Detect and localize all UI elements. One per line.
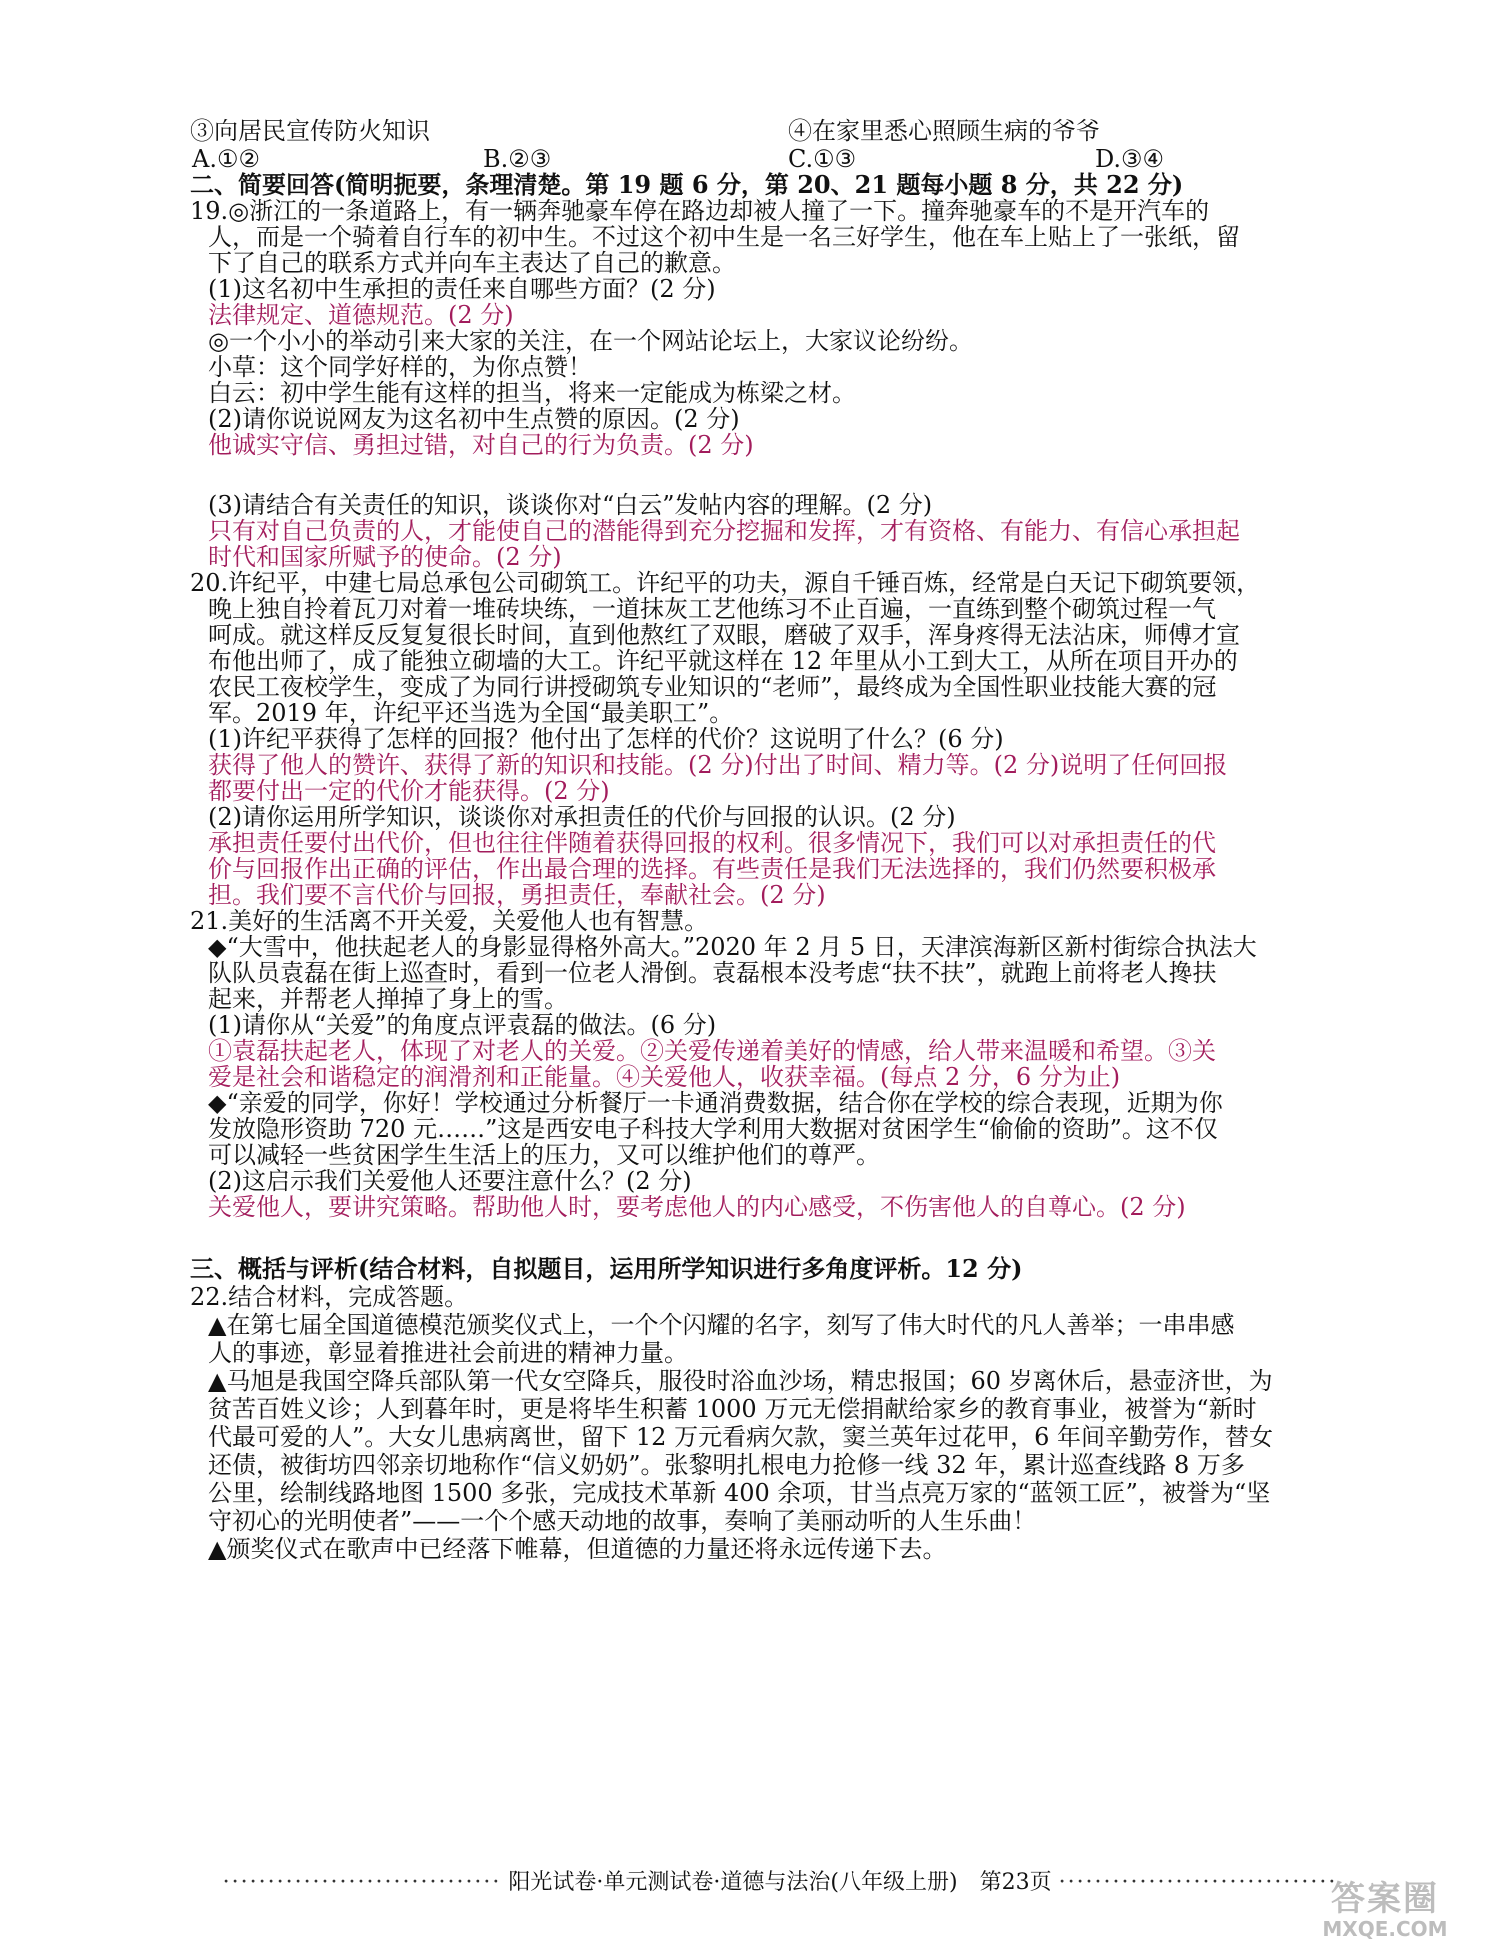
q19-answer-2: 他诚实守信、勇担过错，对自己的行为负责。(2 分)	[208, 431, 754, 459]
q21-answer-1: ①袁磊扶起老人，体现了对老人的关爱。②关爱传递着美好的情感，给人带来温暖和希望。③关	[208, 1037, 1216, 1065]
q20-answer-1: 都要付出一定的代价才能获得。(2 分)	[208, 777, 610, 805]
page-footer	[190, 1868, 1370, 1898]
q21-question-1: (1)请你从“关爱”的角度点评袁磊的做法。(6 分)	[208, 1011, 717, 1039]
q19-material2-line: 小草：这个同学好样的，为你点赞！	[208, 353, 592, 381]
q22-material-line: ▲马旭是我国空降兵部队第一代女空降兵，服役时浴血沙场，精忠报国；60 岁离休后，悬壶济世，为	[208, 1367, 1273, 1395]
section3-heading: 三、概括与评析(结合材料，自拟题目，运用所学知识进行多角度评析。12 分)	[190, 1254, 1023, 1283]
q20-answer-2: 承担责任要付出代价，但也往往伴随着获得回报的权利。很多情况下，我们可以对承担责任的代	[208, 829, 1216, 857]
q19-question-1: (1)这名初中生承担的责任来自哪些方面？(2 分)	[208, 275, 716, 303]
choice-b: B.②③	[483, 145, 552, 173]
q21-material2-line: 可以减轻一些贫困学生生活上的压力，又可以维护他们的尊严。	[208, 1141, 880, 1169]
q22-material-line: ▲颁奖仪式在歌声中已经落下帷幕，但道德的力量还将永远传递下去。	[208, 1535, 947, 1563]
q21-material2-line: 发放隐形资助 720 元……”这是西安电子科技大学利用大数据对贫困学生“偷偷的资助”。这不仅	[208, 1115, 1218, 1143]
q21-material2-line: ◆“亲爱的同学，你好！学校通过分析餐厅一卡通消费数据，结合你在学校的综合表现，近期为你	[208, 1089, 1223, 1117]
q20-material-line: 农民工夜校学生，变成了为同行讲授砌筑专业知识的“老师”，最终成为全国性职业技能大赛的冠	[208, 673, 1217, 701]
footer-dots-right: ·······························	[1058, 1870, 1338, 1895]
q20-material-line: 晚上独自拎着瓦刀对着一堆砖块练，一道抹灰工艺他练习不止百遍，一直练到整个砌筑过程一气	[208, 595, 1216, 623]
watermark-url: MXQE.COM	[1322, 1917, 1448, 1941]
q20-answer-2: 价与回报作出正确的评估，作出最合理的选择。有些责任是我们无法选择的，我们仍然要积极承	[208, 855, 1216, 883]
q19-answer-1: 法律规定、道德规范。(2 分)	[208, 301, 514, 329]
q20-question-1: (1)许纪平获得了怎样的回报？他付出了怎样的代价？这说明了什么？(6 分)	[208, 725, 1004, 753]
q21-answer-2: 关爱他人，要讲究策略。帮助他人时，要考虑他人的内心感受，不伤害他人的自尊心。(2 分)	[208, 1193, 1186, 1221]
q19-material2-line: 白云：初中学生能有这样的担当，将来一定能成为栋梁之材。	[208, 379, 856, 407]
q19-answer-3: 时代和国家所赋予的使命。(2 分)	[208, 543, 562, 571]
q19-question-2: (2)请你说说网友为这名初中生点赞的原因。(2 分)	[208, 405, 740, 433]
choice-a: A.①②	[192, 145, 260, 173]
q19-material-line: 下了自己的联系方式并向车主表达了自己的歉意。	[208, 249, 736, 277]
q22-material-line: ▲在第七届全国道德模范颁奖仪式上，一个个闪耀的名字，刻写了伟大时代的凡人善举；一串串感	[208, 1311, 1235, 1339]
q22-material-line: 贫苦百姓义诊；人到暮年时，更是将毕生积蓄 1000 万元无偿捐献给家乡的教育事业，被誉为“新时	[208, 1395, 1257, 1423]
q22-intro: 22.结合材料，完成答题。	[190, 1283, 469, 1311]
q22-material-line: 公里，绘制线路地图 1500 多张，完成技术革新 400 余项，甘当点亮万家的“蓝领工匠”，被誉为“坚	[208, 1479, 1271, 1507]
q20-answer-2: 担。我们要不言代价与回报，勇担责任，奉献社会。(2 分)	[208, 881, 826, 909]
q21-material1-line: 起来，并帮老人掸掉了身上的雪。	[208, 985, 568, 1013]
q21-intro: 21.美好的生活离不开关爱，关爱他人也有智慧。	[190, 907, 709, 935]
q22-material-line: 代最可爱的人”。大女儿患病离世，留下 12 万元看病欠款，窦兰英年过花甲，6 年间辛勤劳作，替女	[208, 1423, 1273, 1451]
choice-c: C.①③	[788, 145, 857, 173]
watermark-logo: 答案圈	[1331, 1879, 1439, 1919]
q21-material1-line: 队队员袁磊在街上巡查时，看到一位老人滑倒。袁磊根本没考虑“扶不扶”，就跑上前将老人搀扶	[208, 959, 1217, 987]
option-item-4: ④在家里悉心照顾生病的爷爷	[788, 117, 1100, 145]
footer-text: 阳光试卷·单元测试卷·道德与法治(八年级上册) 第23页	[508, 1870, 1052, 1895]
q20-answer-1: 获得了他人的赞许、获得了新的知识和技能。(2 分)付出了时间、精力等。(2 分)说明了任何回报	[208, 751, 1228, 779]
q21-answer-1: 爱是社会和谐稳定的润滑剂和正能量。④关爱他人，收获幸福。(每点 2 分，6 分为止)	[208, 1063, 1121, 1091]
choice-d: D.③④	[1095, 145, 1165, 173]
q20-material-line: 布他出师了，成了能独立砌墙的大工。许纪平就这样在 12 年里从小工到大工，从所在项目开办的	[208, 647, 1238, 675]
watermark	[1310, 1880, 1460, 1940]
q20-material-line: 军。2019 年，许纪平还当选为全国“最美职工”。	[208, 699, 734, 727]
q20-question-2: (2)请你运用所学知识，谈谈你对承担责任的代价与回报的认识。(2 分)	[208, 803, 956, 831]
q19-material-line: 人，而是一个骑着自行车的初中生。不过这个初中生是一名三好学生，他在车上贴上了一张纸，留	[208, 223, 1240, 251]
q22-material-line: 人的事迹，彰显着推进社会前进的精神力量。	[208, 1339, 688, 1367]
q19-answer-3: 只有对自己负责的人，才能使自己的潜能得到充分挖掘和发挥，才有资格、有能力、有信心承担起	[208, 517, 1240, 545]
q21-material1-line: ◆“大雪中，他扶起老人的身影显得格外高大。”2020 年 2 月 5 日，天津滨海新区新村街综合执法大	[208, 933, 1257, 961]
section2-heading: 二、简要回答(简明扼要，条理清楚。第 19 题 6 分，第 20、21 题每小题 8 分，共 22 分)	[190, 170, 1184, 199]
q19-question-3: (3)请结合有关责任的知识，谈谈你对“白云”发帖内容的理解。(2 分)	[208, 491, 933, 519]
q19-material2-line: ◎一个小小的举动引来大家的关注，在一个网站论坛上，大家议论纷纷。	[208, 327, 973, 355]
option-item-3: ③向居民宣传防火知识	[190, 117, 430, 145]
q21-question-2: (2)这启示我们关爱他人还要注意什么？(2 分)	[208, 1167, 692, 1195]
q20-material-line: 20.许纪平，中建七局总承包公司砌筑工。许纪平的功夫，源自千锤百炼，经常是白天记下砌筑要领，	[190, 569, 1261, 597]
q20-material-line: 呵成。就这样反反复复很长时间，直到他熬红了双眼，磨破了双手，浑身疼得无法沾床，师傅才宣	[208, 621, 1240, 649]
footer-dots-left: ·······························	[222, 1870, 502, 1895]
q22-material-line: 守初心的光明使者”——一个个感天动地的故事，奏响了美丽动听的人生乐曲！	[208, 1507, 1037, 1535]
q19-material-line: 19.◎浙江的一条道路上，有一辆奔驰豪车停在路边却被人撞了一下。撞奔驰豪车的不是开汽车的	[190, 197, 1210, 225]
q22-material-line: 还债，被街坊四邻亲切地称作“信义奶奶”。张黎明扎根电力抢修一线 32 年，累计巡查线路 8 万多	[208, 1451, 1245, 1479]
